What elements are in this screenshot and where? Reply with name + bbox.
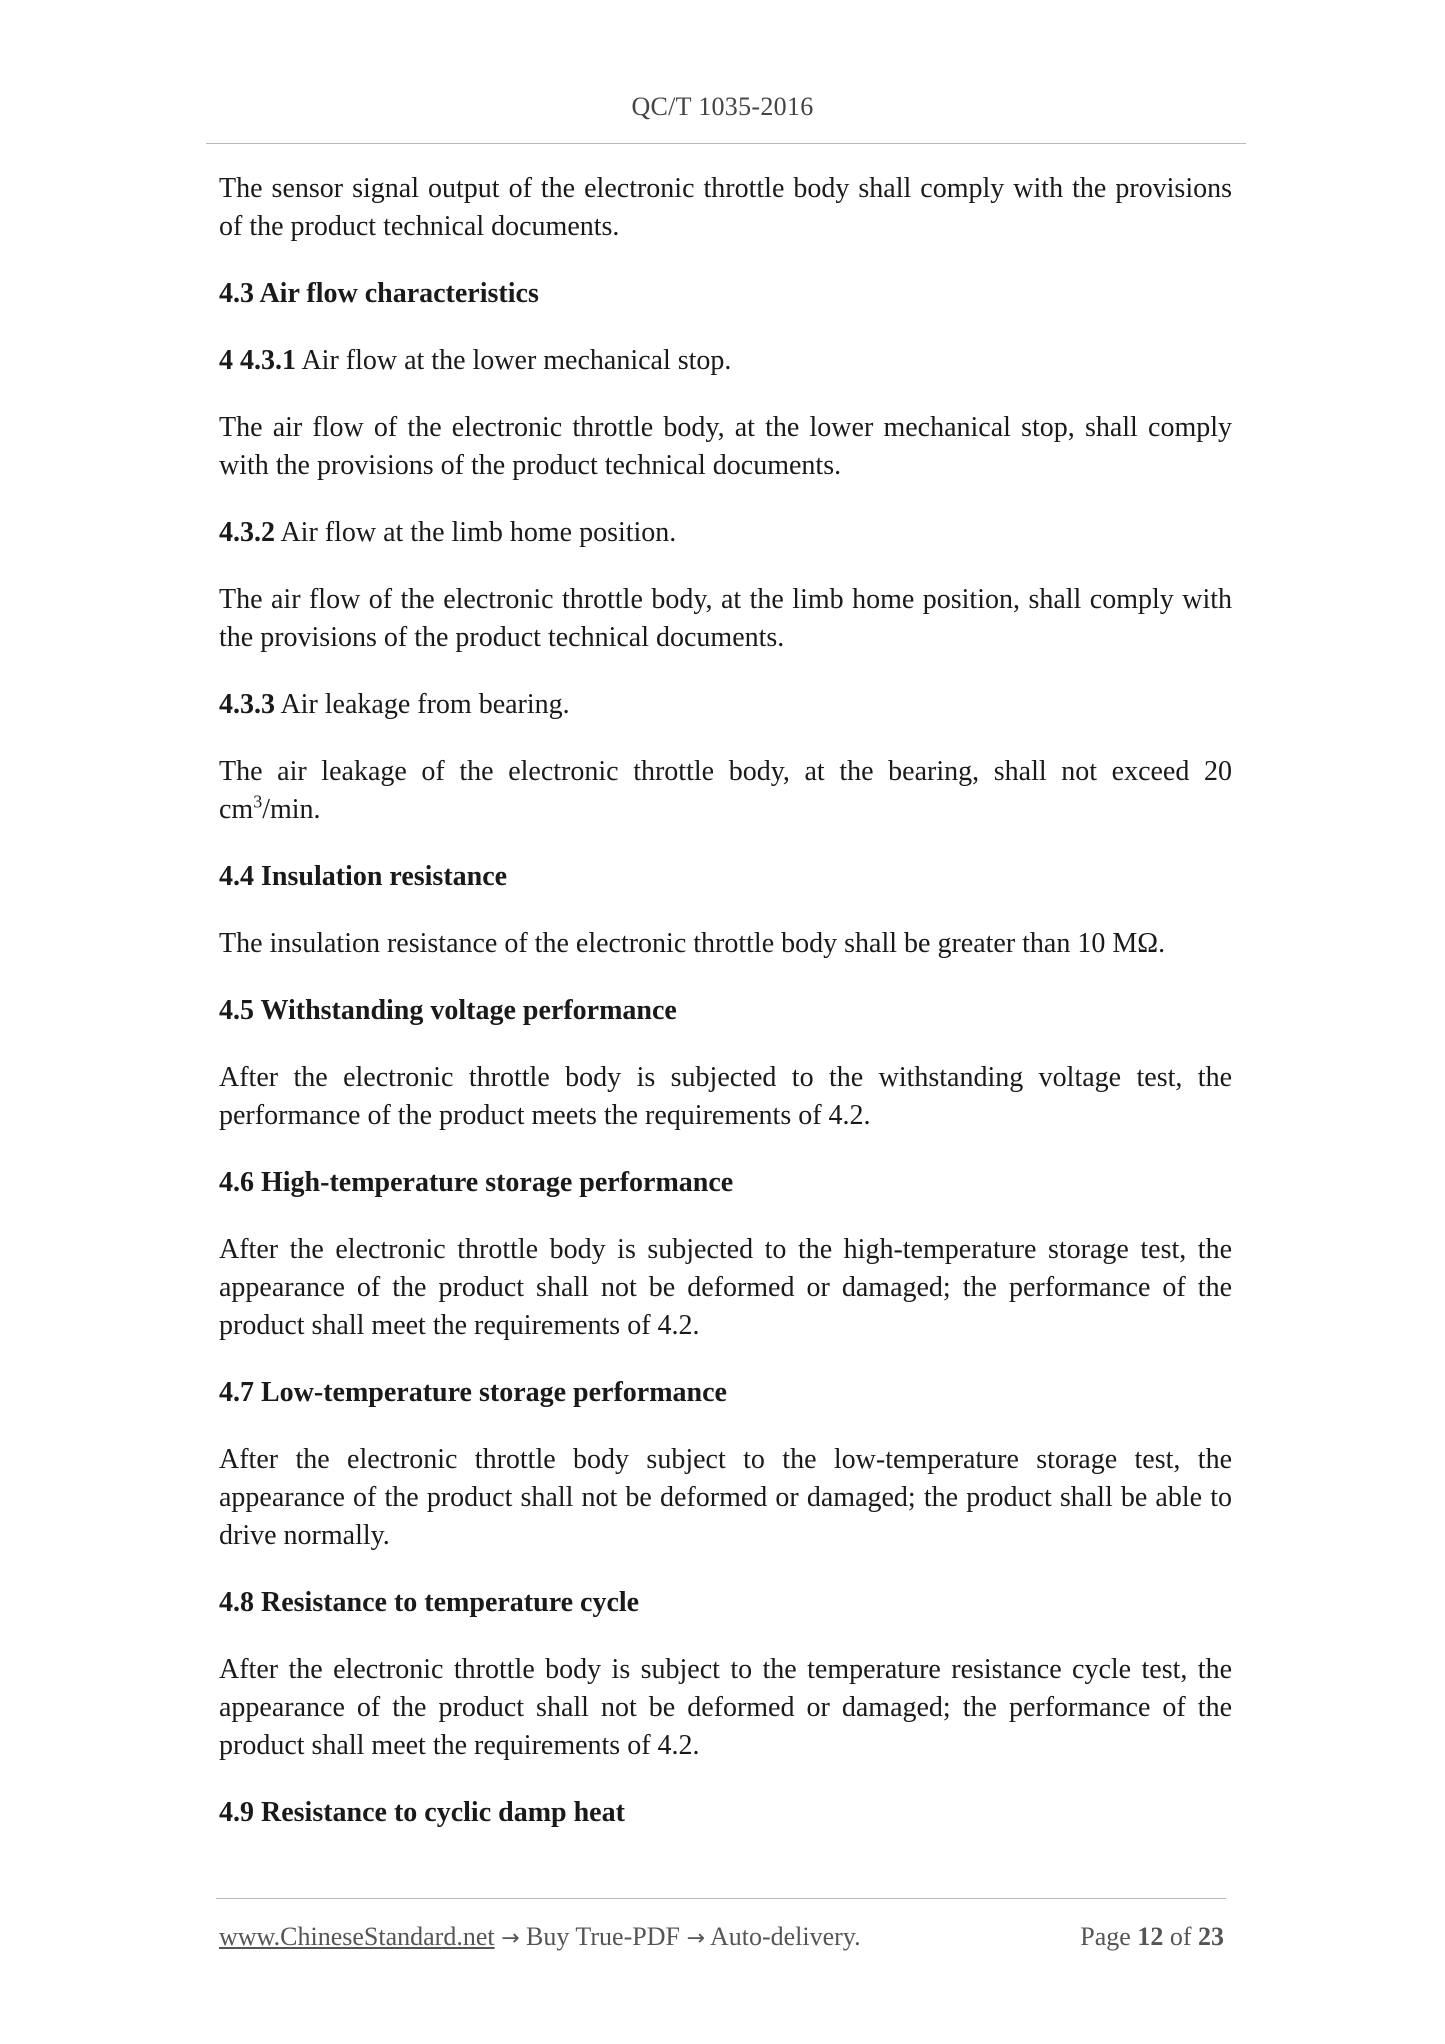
footer-divider (216, 1898, 1226, 1899)
heading-4-8: 4.8 Resistance to temperature cycle (219, 1587, 640, 1618)
of-label: of (1163, 1922, 1198, 1951)
heading-4-7: 4.7 Low-temperature storage performance (219, 1377, 727, 1408)
paragraph-sensor-signal: The sensor signal output of the electronic throttle body shall comply with the provisions of the product technical documents. (219, 173, 1232, 242)
subheading-4-3-3-text: Air leakage from bearing. (275, 689, 570, 720)
paragraph-4-3-3-text: The air leakage of the electronic throttle body, at the bearing, shall not exceed 20 cm (219, 756, 1232, 825)
paragraph-4-3-2: The air flow of the electronic throttle body, at the limb home position, shall comply with the provisions of the product technical documents. (219, 584, 1232, 653)
subheading-4-3-2 (219, 514, 1232, 552)
subheading-4-3-1-number: 4 4.3.1 (219, 345, 296, 376)
heading-4-6: 4.6 High-temperature storage performance (219, 1167, 734, 1198)
running-header: QC/T 1035-2016 (631, 92, 814, 121)
arrow-right-icon: → (501, 1926, 520, 1951)
heading-4-5: 4.5 Withstanding voltage performance (219, 995, 677, 1026)
heading-4-9: 4.9 Resistance to cyclic damp heat (219, 1797, 625, 1828)
paragraph-4-3-3-unit: /min. (262, 794, 321, 825)
page-current: 12 (1137, 1922, 1164, 1951)
document-body (219, 170, 1232, 1861)
subheading-4-3-2-text: Air flow at the limb home position. (275, 517, 677, 548)
arrow-right-icon: → (686, 1926, 705, 1951)
subheading-4-3-1 (219, 342, 1232, 380)
page-number (1080, 1922, 1224, 1952)
subheading-4-3-2-number: 4.3.2 (219, 517, 275, 548)
auto-delivery-text: Auto-delivery. (704, 1922, 861, 1951)
paragraph-4-3-1: The air flow of the electronic throttle body, at the lower mechanical stop, shall comply with the provisions of the product technical documents. (219, 412, 1232, 481)
superscript-cubic: 3 (253, 791, 263, 812)
header-divider (206, 143, 1246, 144)
page-total: 23 (1198, 1922, 1224, 1951)
heading-4-3: 4.3 Air flow characteristics (219, 278, 539, 309)
footer-promo (219, 1922, 861, 1952)
buy-pdf-text: Buy True-PDF (519, 1922, 687, 1951)
paragraph-4-7: After the electronic throttle body subject to the low-temperature storage test, the appearance of the product shall not be deformed or damaged; the product shall be able to drive normally. (219, 1444, 1232, 1551)
subheading-4-3-1-text: Air flow at the lower mechanical stop. (296, 345, 732, 376)
subheading-4-3-3 (219, 686, 1232, 724)
subheading-4-3-3-number: 4.3.3 (219, 689, 275, 720)
paragraph-4-5: After the electronic throttle body is subjected to the withstanding voltage test, the performance of the product meets the requirements of 4.2. (219, 1062, 1232, 1131)
page-label: Page (1080, 1922, 1138, 1951)
paragraph-4-8: After the electronic throttle body is subject to the temperature resistance cycle test, the appearance of the product shall not be deformed or damaged; the performance of the product shall meet the requirements of 4.2. (219, 1654, 1232, 1761)
paragraph-4-4: The insulation resistance of the electronic throttle body shall be greater than 10 MΩ. (219, 928, 1166, 959)
website-link[interactable]: www.ChineseStandard.net (219, 1922, 495, 1951)
heading-4-4: 4.4 Insulation resistance (219, 861, 508, 892)
paragraph-4-6: After the electronic throttle body is subjected to the high-temperature storage test, the appearance of the product shall not be deformed or damaged; the performance of the product shall meet the requirements of 4.2. (219, 1234, 1232, 1341)
paragraph-4-3-3 (219, 753, 1232, 829)
